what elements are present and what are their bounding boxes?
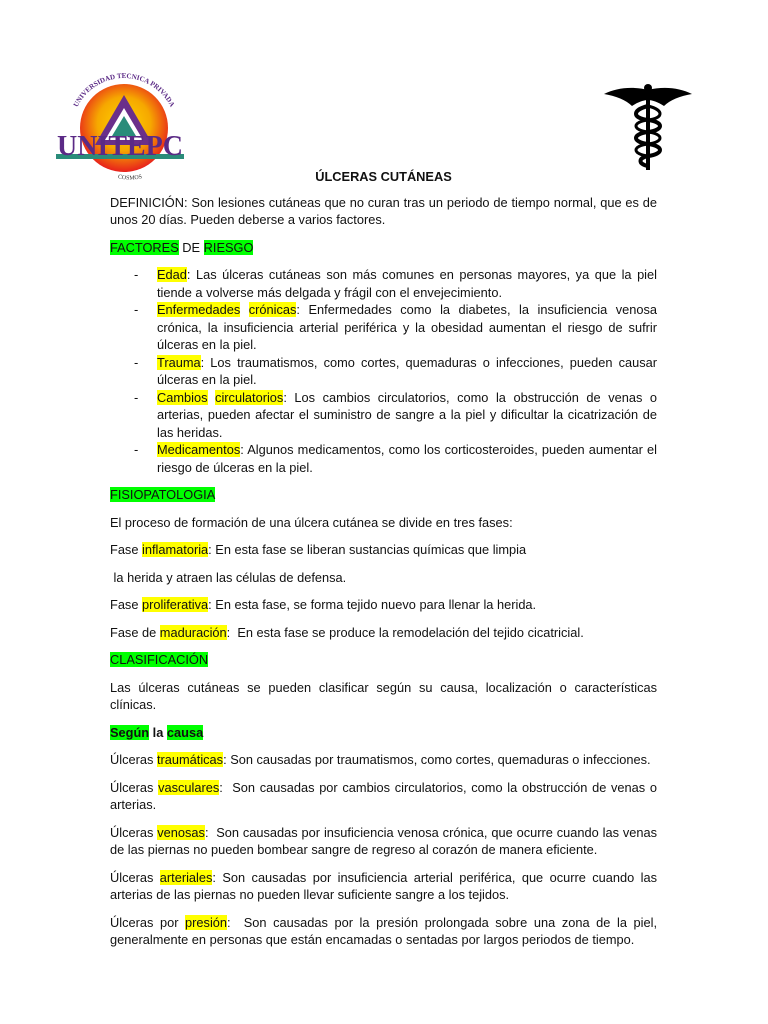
factores-heading: FACTORES DE RIESGO	[110, 239, 254, 255]
fisiopatologia-heading: FISIOPATOLOGIA	[110, 487, 216, 502]
fase-inflamatoria: Fase inflamatoria: En esta fase se liberan sustancias químicas que limpia	[110, 542, 527, 557]
ulcera-vasculares: Úlceras vasculares: Son causadas por cambios circulatorios, como la obstrucción de venas o arterias.	[110, 779, 661, 812]
list-item: - Trauma: Los traumatismos, como cortes, quemaduras o infecciones, pueden causar úlceras en la piel.	[134, 354, 657, 387]
list-item: - Edad: Las úlceras cutáneas son más comunes en personas mayores, ya que la piel tiende a volverse más delgada y frágil con el envejecimiento.	[134, 267, 657, 300]
ulcera-presion: Úlceras por presión: Son causadas por la presión prolongada sobre una zona de la piel, generalmente en personas que están encamadas o sentadas por largos periodos de tiempo.	[110, 914, 661, 947]
logo-wordmark: UNITEPC	[56, 131, 184, 162]
definition-paragraph: DEFINICIÓN: Son lesiones cutáneas que no curan tras un periodo de tiempo normal, que es de unos 20 días. Pueden deberse a varios factores.	[110, 194, 657, 227]
risk-factors-list	[110, 266, 657, 476]
caduceus-icon	[602, 80, 694, 172]
svg-text:UNIVERSIDAD TECNICA PRIVADA: UNIVERSIDAD TECNICA PRIVADA	[71, 71, 177, 109]
fisiopatologia-intro: El proceso de formación de una úlcera cutánea se divide en tres fases:	[110, 514, 513, 530]
ulcera-traumaticas: Úlceras traumáticas: Son causadas por traumatismos, como cortes, quemaduras o infecciones.	[110, 752, 651, 767]
ulcera-arteriales: Úlceras arteriales: Son causadas por insuficiencia arterial periférica, que ocurre cuando las arterias de las piernas no pueden llevar suficiente sangre a los tejidos.	[110, 869, 657, 902]
svg-text:COSMOS: COSMOS	[117, 174, 143, 182]
page-title: ÚLCERAS CUTÁNEAS	[315, 169, 452, 184]
clasificacion-intro: Las úlceras cutáneas se pueden clasificar según su causa, localización o características clínicas.	[110, 679, 657, 712]
fase-inflamatoria-cont: la herida y atraen las células de defensa.	[110, 569, 347, 585]
segun-causa-heading: Según la causa	[110, 724, 204, 740]
clasificacion-heading: CLASIFICACIÓN	[110, 652, 209, 667]
list-item: - Cambios circulatorios: Los cambios circulatorios, como la obstrucción de venas o arterias, pueden afectar el suministro de sangre a la piel y dificultar la cicatrización de las heridas.	[134, 389, 658, 440]
list-item: - Medicamentos: Algunos medicamentos, como los corticosteroides, pueden aumentar el riesgo de úlceras en la piel.	[134, 442, 657, 475]
ulcera-venosas: Úlceras venosas: Son causadas por insuficiencia venosa crónica, que ocurre cuando las venas de las piernas no pueden bombear sangre de regreso al corazón de manera eficiente.	[110, 824, 661, 857]
list-item: - Enfermedades crónicas: Enfermedades como la diabetes, la insuficiencia venosa crónica, la insuficiencia arterial periférica y la obesidad aumentan el riesgo de sufrir úlceras en la piel.	[134, 302, 657, 352]
fase-proliferativa: Fase proliferativa: En esta fase, se forma tejido nuevo para llenar la herida.	[110, 597, 537, 612]
document-body	[110, 168, 661, 959]
fase-maduracion: Fase de maduración: En esta fase se produce la remodelación del tejido cicatricial.	[110, 624, 584, 640]
